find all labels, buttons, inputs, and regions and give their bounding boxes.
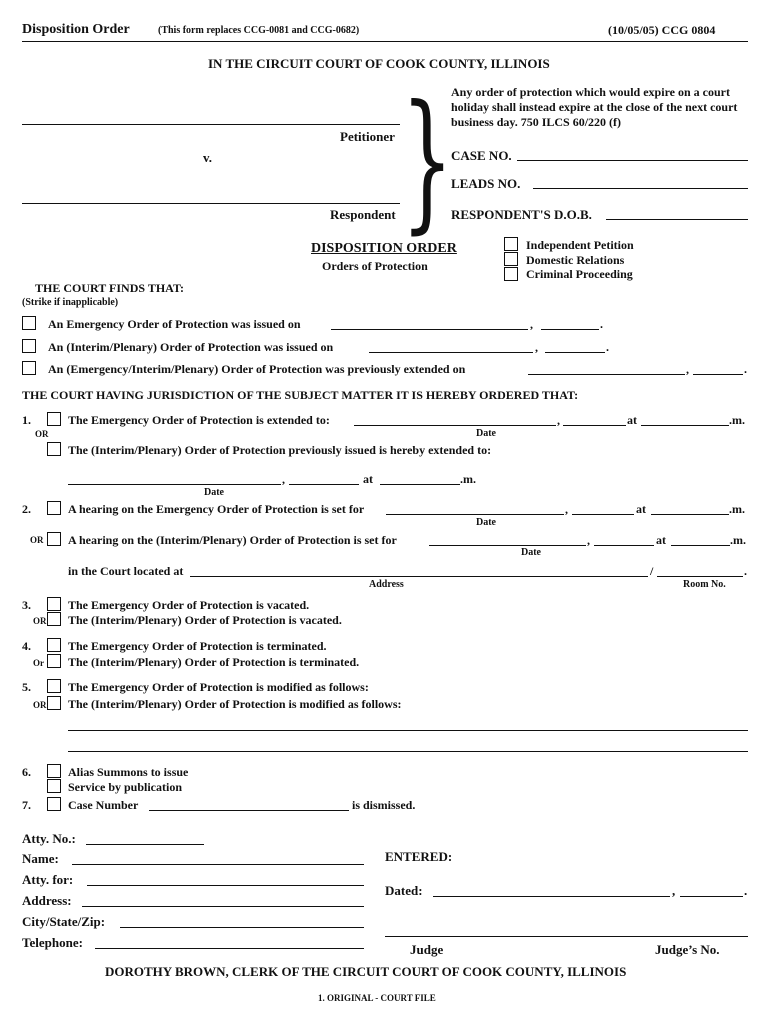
order-2a-label: A hearing on the Emergency Order of Protection is set for xyxy=(68,502,365,516)
period: . xyxy=(606,340,609,354)
comma: , xyxy=(686,362,689,376)
alias-summons-checkbox[interactable] xyxy=(47,764,61,778)
order-1a-date-field[interactable] xyxy=(354,425,556,426)
order-3a-checkbox[interactable] xyxy=(47,597,61,611)
document-subtitle: Orders of Protection xyxy=(322,259,428,273)
address-label: Address: xyxy=(22,893,72,908)
modification-line-1[interactable] xyxy=(68,730,748,731)
order-4a-checkbox[interactable] xyxy=(47,638,61,652)
holiday-note-3: business day. 750 ILCS 60/220 (f) xyxy=(451,115,622,129)
holiday-note-1: Any order of protection which would expire on a court xyxy=(451,85,730,99)
independent-petition-label: Independent Petition xyxy=(526,238,634,252)
at-label: at xyxy=(627,413,637,427)
order-1a-year-field[interactable] xyxy=(563,425,626,426)
domestic-relations-checkbox[interactable] xyxy=(504,252,518,266)
date-caption: Date xyxy=(521,547,541,558)
at-label: at xyxy=(636,502,646,516)
modification-line-2[interactable] xyxy=(68,751,748,752)
order-4b-checkbox[interactable] xyxy=(47,654,61,668)
order-2-number: 2. xyxy=(22,502,31,516)
order-5a-checkbox[interactable] xyxy=(47,679,61,693)
comma: , xyxy=(535,340,538,354)
city-state-zip-label: City/State/Zip: xyxy=(22,914,106,929)
service-publication-label: Service by publication xyxy=(68,780,183,794)
finding-2-year-field[interactable] xyxy=(545,352,605,353)
atty-no-field[interactable] xyxy=(86,844,204,845)
independent-petition-checkbox[interactable] xyxy=(504,237,518,251)
order-4a-label: The Emergency Order of Protection is terminated. xyxy=(68,639,327,653)
order-1b-year-field[interactable] xyxy=(289,484,359,485)
form-code: (10/05/05) CCG 0804 xyxy=(608,23,716,37)
order-1b-checkbox[interactable] xyxy=(47,442,61,456)
room-caption: Room No. xyxy=(683,579,726,590)
clerk-line: DOROTHY BROWN, CLERK OF THE CIRCUIT COURT OF COOK COUNTY, ILLINOIS xyxy=(105,964,627,979)
dismiss-case-checkbox[interactable] xyxy=(47,797,61,811)
findings-heading: THE COURT FINDS THAT: xyxy=(35,281,185,295)
dob-label: RESPONDENT'S D.O.B. xyxy=(451,207,592,222)
order-2b-checkbox[interactable] xyxy=(47,532,61,546)
order-3a-label: The Emergency Order of Protection is vacated. xyxy=(68,598,310,612)
name-label: Name: xyxy=(22,851,59,866)
dismissed-label: is dismissed. xyxy=(352,798,416,812)
order-5b-checkbox[interactable] xyxy=(47,696,61,710)
order-1a-time-field[interactable] xyxy=(641,425,729,426)
judge-number-label: Judge’s No. xyxy=(655,942,720,957)
case-no-field[interactable] xyxy=(517,160,748,161)
leads-no-label: LEADS NO. xyxy=(451,176,521,191)
respondent-label: Respondent xyxy=(330,207,396,222)
order-6-number: 6. xyxy=(22,765,31,779)
order-3b-label: The (Interim/Plenary) Order of Protection is vacated. xyxy=(68,613,342,627)
court-heading: IN THE CIRCUIT COURT OF COOK COUNTY, ILLINOIS xyxy=(208,56,550,71)
atty-no-label: Atty. No.: xyxy=(22,831,76,846)
finding-3-label: An (Emergency/Interim/Plenary) Order of Protection was previously extended on xyxy=(48,362,466,376)
petitioner-label: Petitioner xyxy=(340,129,395,144)
comma: , xyxy=(565,502,568,516)
order-1b-time-field[interactable] xyxy=(380,484,460,485)
order-4-number: 4. xyxy=(22,639,31,653)
replaces-note: (This form replaces CCG-0081 and CCG-0682) xyxy=(158,25,360,36)
at-label: at xyxy=(656,533,666,547)
finding-2-checkbox[interactable] xyxy=(22,339,36,353)
finding-3-checkbox[interactable] xyxy=(22,361,36,375)
order-2a-time-field[interactable] xyxy=(651,514,729,515)
document-title: DISPOSITION ORDER xyxy=(311,241,457,256)
order-2a-checkbox[interactable] xyxy=(47,501,61,515)
comma: , xyxy=(557,413,560,427)
date-caption: Date xyxy=(204,487,224,498)
order-2a-year-field[interactable] xyxy=(572,514,634,515)
finding-1-checkbox[interactable] xyxy=(22,316,36,330)
court-address-field[interactable] xyxy=(190,576,648,577)
strike-note: (Strike if inapplicable) xyxy=(22,297,119,308)
judge-signature-line[interactable] xyxy=(385,936,748,937)
finding-1-year-field[interactable] xyxy=(541,329,599,330)
order-2a-date-field[interactable] xyxy=(386,514,564,515)
order-3b-checkbox[interactable] xyxy=(47,612,61,626)
order-1-number: 1. xyxy=(22,413,31,427)
finding-2-date-field[interactable] xyxy=(369,352,533,353)
order-4b-label: The (Interim/Plenary) Order of Protection is terminated. xyxy=(68,655,360,669)
finding-2-label: An (Interim/Plenary) Order of Protection was issued on xyxy=(48,340,334,354)
domestic-relations-label: Domestic Relations xyxy=(526,253,625,267)
atty-for-label: Atty. for: xyxy=(22,872,74,887)
date-caption: Date xyxy=(476,517,496,528)
finding-1-date-field[interactable] xyxy=(331,329,528,330)
respondent-line[interactable] xyxy=(22,203,400,204)
comma: , xyxy=(282,472,285,486)
meridiem-label: .m. xyxy=(729,502,745,516)
criminal-proceeding-label: Criminal Proceeding xyxy=(526,267,633,281)
order-2b-time-field[interactable] xyxy=(671,545,730,546)
finding-3-year-field[interactable] xyxy=(693,374,743,375)
header-rule xyxy=(22,41,748,42)
period: . xyxy=(744,883,748,898)
or-label: Or xyxy=(33,658,44,668)
address-field[interactable] xyxy=(82,906,364,907)
criminal-proceeding-checkbox[interactable] xyxy=(504,267,518,281)
name-field[interactable] xyxy=(72,864,364,865)
form-title: Disposition Order xyxy=(22,22,130,37)
dismissed-case-number-field[interactable] xyxy=(149,810,349,811)
service-publication-checkbox[interactable] xyxy=(47,779,61,793)
meridiem-label: .m. xyxy=(730,533,746,547)
dated-label: Dated: xyxy=(385,883,423,898)
telephone-field[interactable] xyxy=(95,948,364,949)
period: . xyxy=(600,317,603,331)
curly-brace-icon: } xyxy=(401,74,454,248)
finding-3-date-field[interactable] xyxy=(528,374,685,375)
alias-summons-label: Alias Summons to issue xyxy=(68,765,189,779)
dated-field[interactable] xyxy=(433,896,670,897)
finding-1-label: An Emergency Order of Protection was issued on xyxy=(48,317,301,331)
meridiem-label: .m. xyxy=(729,413,745,427)
order-5b-label: The (Interim/Plenary) Order of Protection is modified as follows: xyxy=(68,697,402,711)
atty-for-field[interactable] xyxy=(87,885,364,886)
or-label: OR xyxy=(33,616,47,626)
versus-label: v. xyxy=(203,150,213,165)
dated-year-field[interactable] xyxy=(680,896,743,897)
order-1b-label: The (Interim/Plenary) Order of Protection previously issued is hereby extended to: xyxy=(68,443,492,457)
comma: , xyxy=(530,317,533,331)
comma: , xyxy=(672,883,676,898)
court-location-label: in the Court located at xyxy=(68,564,184,578)
or-label: OR xyxy=(33,700,47,710)
city-state-zip-field[interactable] xyxy=(120,927,364,928)
judge-label: Judge xyxy=(410,942,444,957)
order-1a-checkbox[interactable] xyxy=(47,412,61,426)
order-1b-date-field[interactable] xyxy=(68,484,281,485)
telephone-label: Telephone: xyxy=(22,935,83,950)
at-label: at xyxy=(363,472,373,486)
or-label: OR xyxy=(35,429,49,439)
or-label: OR xyxy=(30,535,44,545)
leads-no-field[interactable] xyxy=(533,188,748,189)
order-5a-label: The Emergency Order of Protection is modified as follows: xyxy=(68,680,369,694)
copy-designation: 1. ORIGINAL - COURT FILE xyxy=(318,993,436,1003)
petitioner-line[interactable] xyxy=(22,124,400,125)
meridiem-label: .m. xyxy=(460,472,476,486)
entered-label: ENTERED: xyxy=(385,849,453,864)
order-2b-date-field[interactable] xyxy=(429,545,586,546)
order-2b-label: A hearing on the (Interim/Plenary) Order of Protection is set for xyxy=(68,533,397,547)
ordered-heading: THE COURT HAVING JURISDICTION OF THE SUBJECT MATTER IT IS HEREBY ORDERED THAT: xyxy=(22,388,579,402)
room-no-field[interactable] xyxy=(657,576,743,577)
order-5-number: 5. xyxy=(22,680,31,694)
date-caption: Date xyxy=(476,428,496,439)
case-no-label: CASE NO. xyxy=(451,148,512,163)
order-7-number: 7. xyxy=(22,798,31,812)
order-1a-label: The Emergency Order of Protection is extended to: xyxy=(68,413,330,427)
comma: , xyxy=(587,533,590,547)
slash: / xyxy=(650,564,654,578)
period: . xyxy=(744,564,747,578)
period: . xyxy=(744,362,747,376)
holiday-note-2: holiday shall instead expire at the close of the next court xyxy=(451,100,738,114)
address-caption: Address xyxy=(369,579,404,590)
case-number-label: Case Number xyxy=(68,798,139,812)
order-3-number: 3. xyxy=(22,598,31,612)
dob-field[interactable] xyxy=(606,219,748,220)
order-2b-year-field[interactable] xyxy=(594,545,654,546)
